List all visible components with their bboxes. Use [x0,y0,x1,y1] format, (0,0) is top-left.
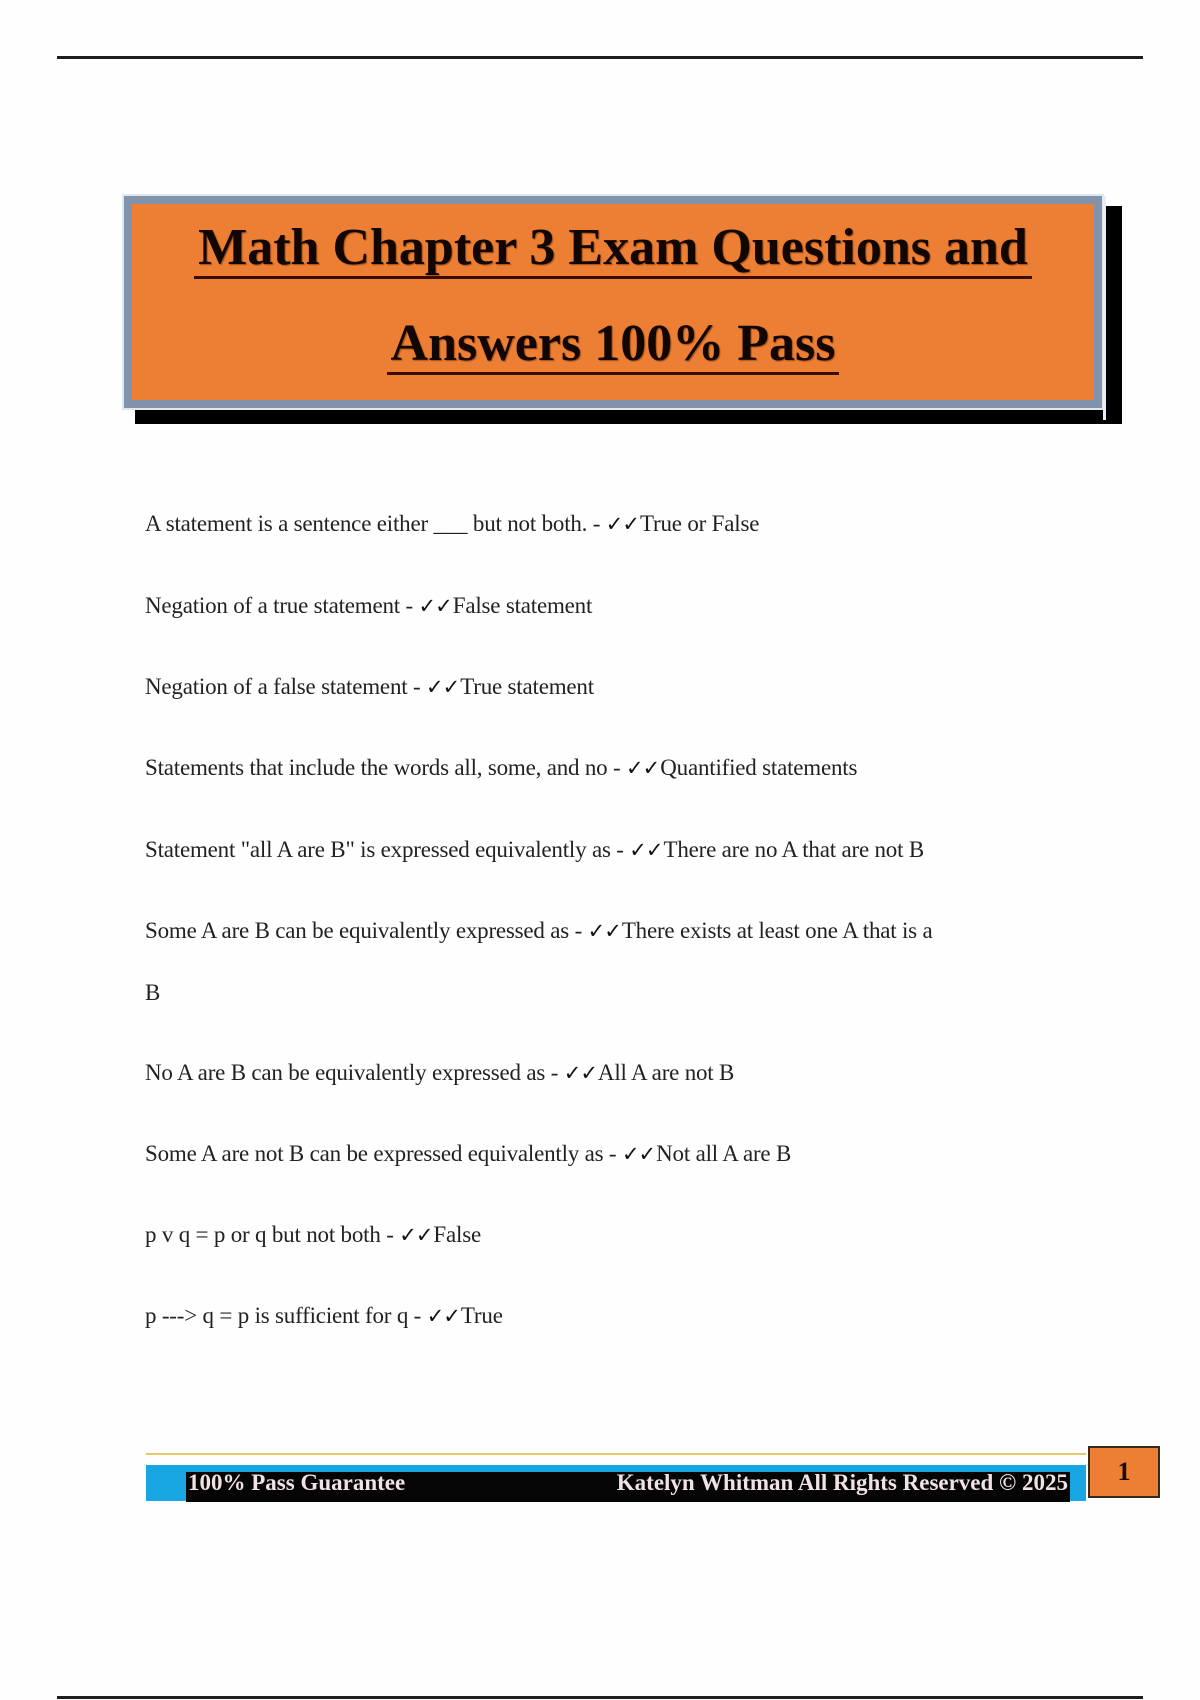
qa-item [145,755,857,781]
double-check-icon: ✓✓ [418,594,452,618]
double-check-icon: ✓✓ [426,1304,460,1328]
qa-item [145,1141,791,1167]
answer-text: There exists at least one A that is a [621,918,933,943]
title-text-2: Answers 100% Pass [387,315,840,375]
question-text: Negation of a false statement - [145,674,426,699]
answer-text-continued: B [145,980,161,1005]
answer-text: There are no A that are not B [663,837,924,862]
footer-rule [146,1453,1086,1455]
question-text: p v q = p or q but not both - [145,1222,400,1247]
qa-item-continuation [145,980,160,1006]
title-line-2 [132,314,1094,373]
qa-item [145,1060,734,1086]
answer-text: True statement [460,674,594,699]
question-text: Statements that include the words all, some, and no - [145,755,627,780]
double-check-icon: ✓✓ [629,838,663,862]
question-text: A statement is a sentence either ___ but not both. - [145,511,606,536]
qa-item [145,918,933,944]
question-text: Some A are not B can be expressed equivalently as - [145,1141,622,1166]
double-check-icon: ✓✓ [426,675,460,699]
answer-text: True [460,1303,503,1328]
double-check-icon: ✓✓ [605,512,639,536]
question-text: No A are B can be equivalently expressed as - [145,1060,564,1085]
answer-text: Not all A are B [656,1141,792,1166]
answer-text: False statement [452,593,593,618]
double-check-icon: ✓✓ [621,1142,656,1166]
title-text-1: Math Chapter 3 Exam Questions and [194,219,1032,279]
answer-text: Quantified statements [660,755,858,780]
question-text: Some A are B can be equivalently expressed as - [145,918,588,943]
qa-item [145,511,759,537]
qa-item [145,593,592,619]
question-text: p ---> q = p is sufficient for q - [145,1303,427,1328]
qa-item [145,1222,481,1248]
title-banner [124,196,1102,408]
double-check-icon: ✓✓ [563,1061,597,1085]
footer-copyright-text: Katelyn Whitman All Rights Reserved © 2025 [616,1470,1068,1495]
page-number: 1 [1088,1446,1160,1498]
title-line-1 [132,218,1094,277]
qa-item [145,837,924,863]
double-check-icon: ✓✓ [399,1223,433,1247]
question-text: Statement "all A are B" is expressed equivalently as - [145,837,630,862]
title-border-highlight [1103,196,1106,420]
top-rule [57,56,1143,59]
answer-text: All A are not B [597,1060,735,1085]
footer-guarantee-text: 100% Pass Guarantee [188,1470,406,1495]
answer-text: False [433,1222,481,1247]
qa-item [145,1303,503,1329]
qa-item [145,674,594,700]
answer-text: True or False [640,511,760,536]
question-text: Negation of a true statement - [145,593,419,618]
bottom-rule [57,1696,1143,1699]
double-check-icon: ✓✓ [587,919,621,943]
double-check-icon: ✓✓ [626,756,660,780]
